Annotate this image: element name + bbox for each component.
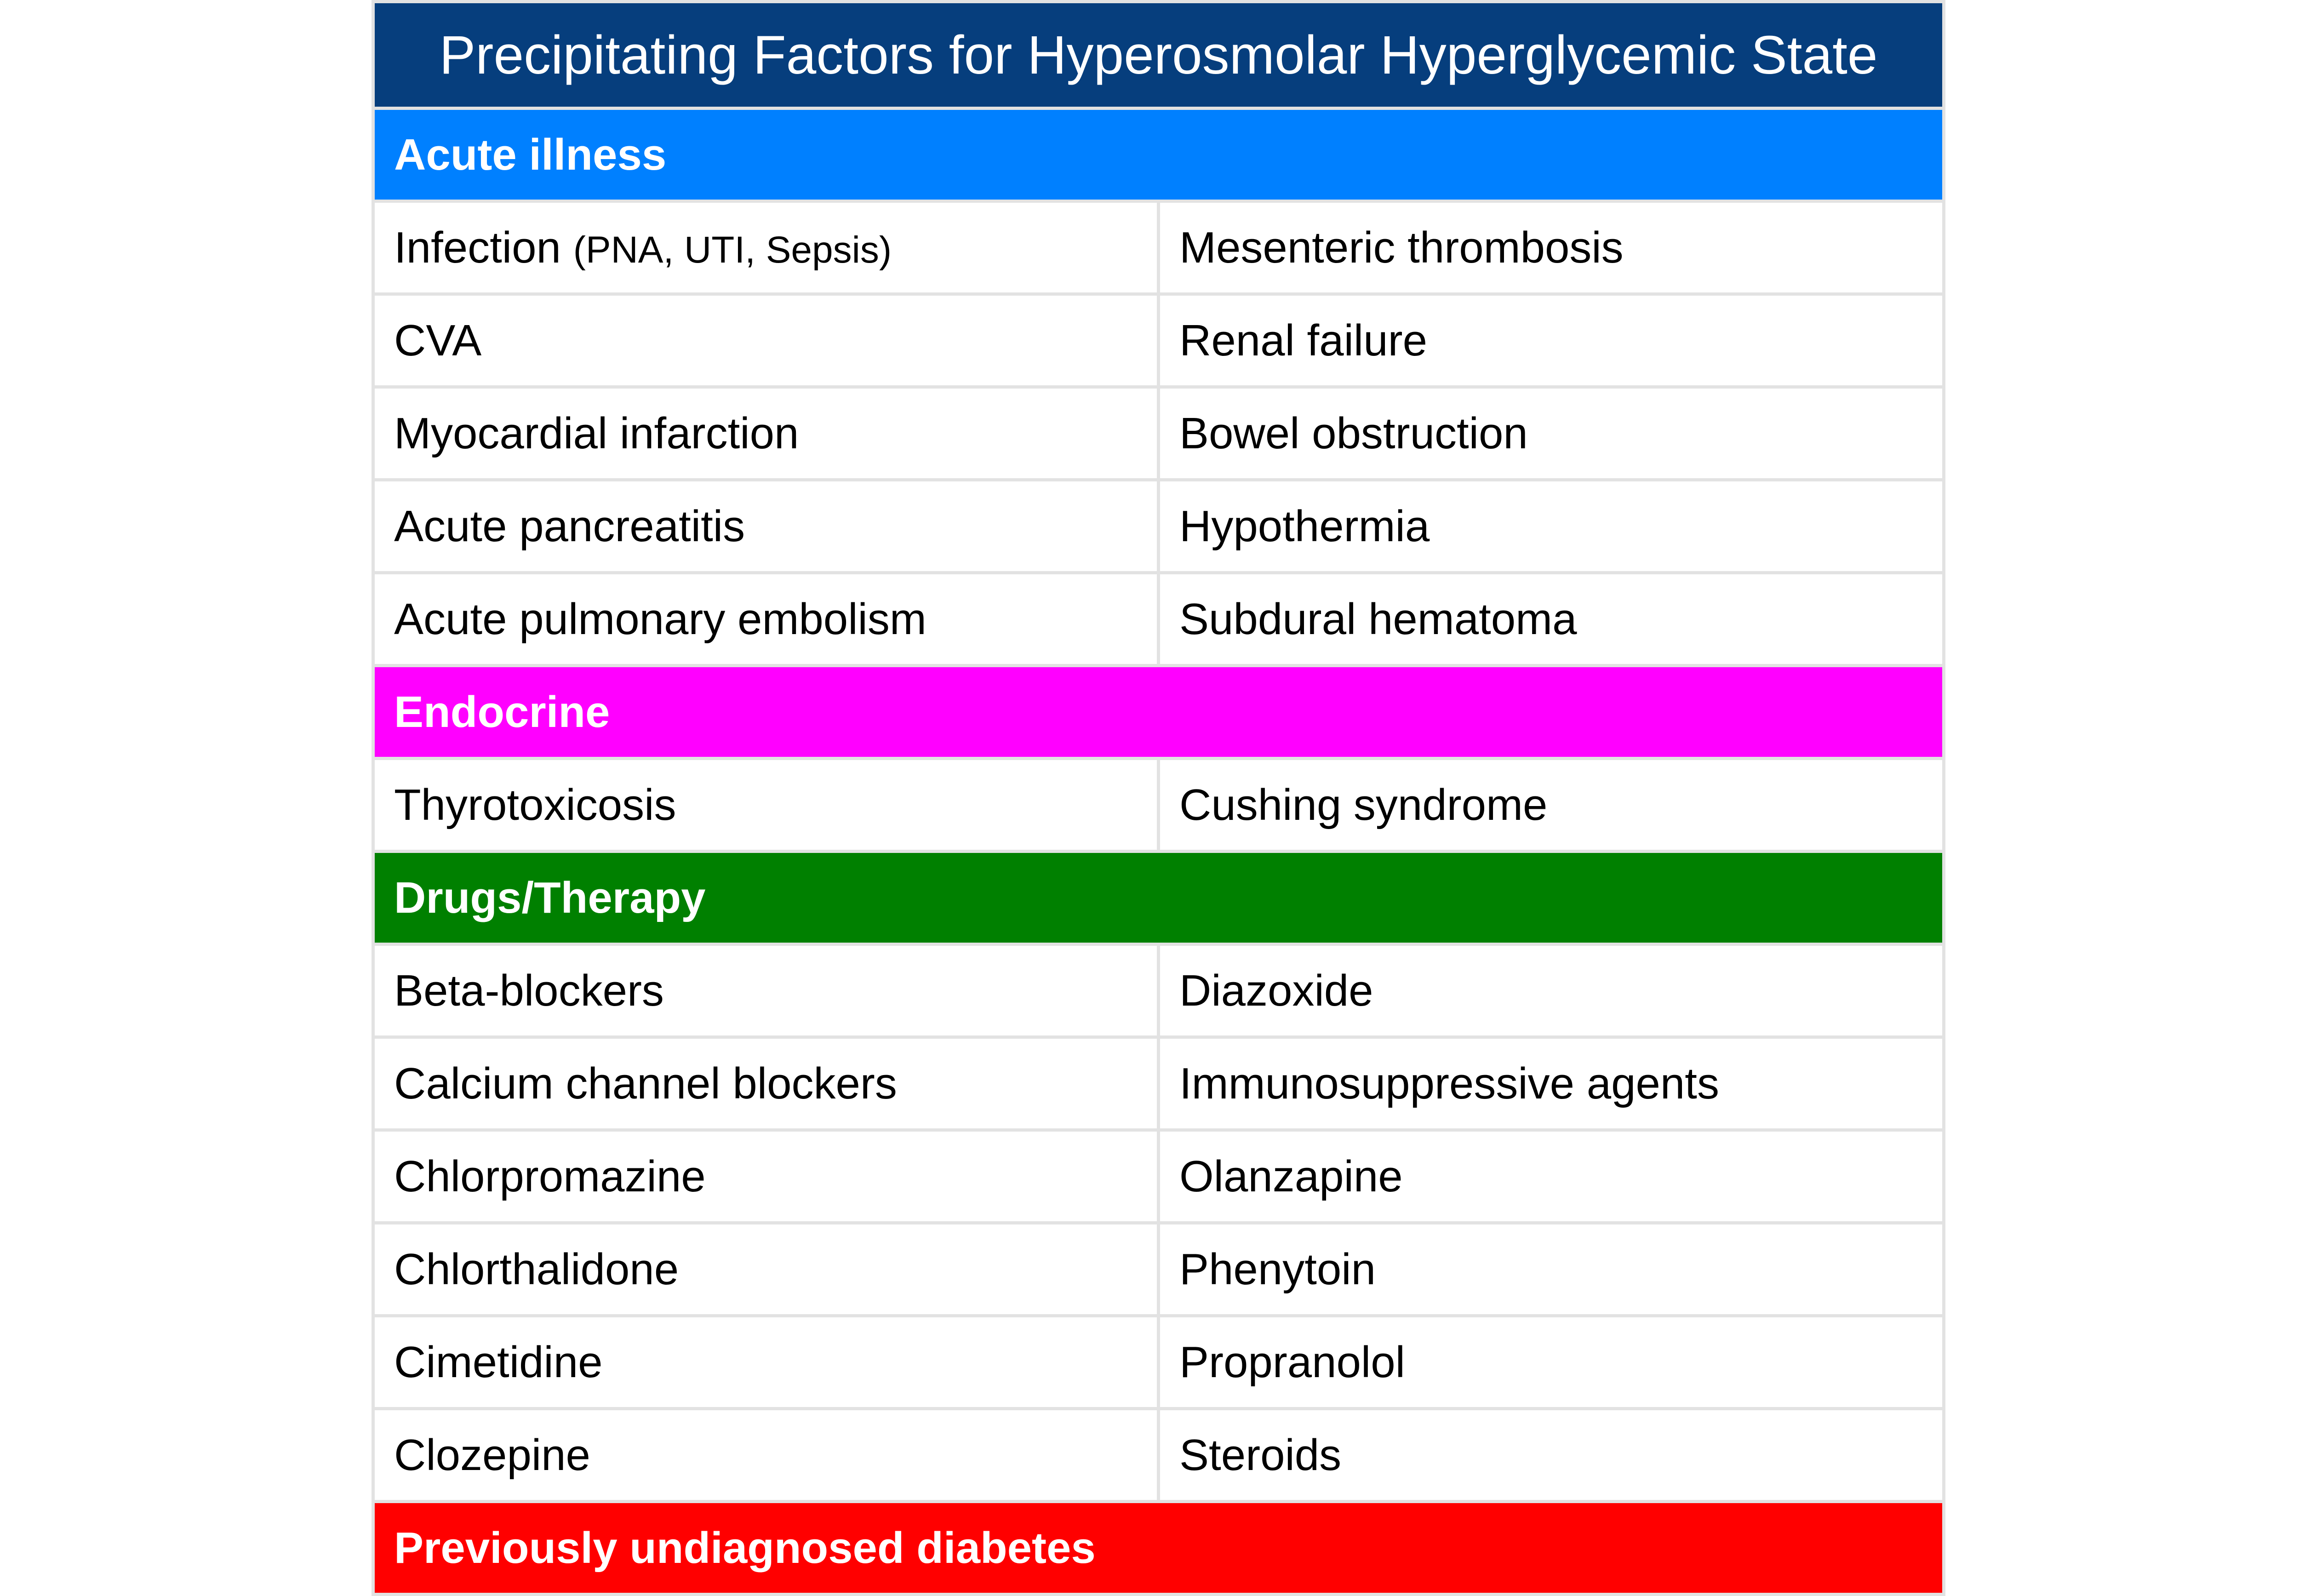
table-row (373, 387, 1944, 480)
table-cell: Propranolol (1159, 1316, 1944, 1409)
table-cell: Olanzapine (1159, 1130, 1944, 1223)
section-row-endocrine (373, 666, 1944, 759)
table-cell: Mesenteric thrombosis (1159, 201, 1944, 294)
table-cell (373, 201, 1159, 294)
table-row (373, 1037, 1944, 1130)
section-header-acute-illness: Acute illness (373, 109, 1944, 201)
section-header-endocrine: Endocrine (373, 666, 1944, 759)
table-row (373, 759, 1944, 852)
table-cell: Immunosuppressive agents (1159, 1037, 1944, 1130)
table-cell: CVA (373, 294, 1159, 387)
section-row-undiagnosed (373, 1502, 1944, 1595)
table-cell: Cimetidine (373, 1316, 1159, 1409)
table-cell: Myocardial infarction (373, 387, 1159, 480)
table-row (373, 480, 1944, 573)
item-label: Infection (394, 223, 561, 272)
section-row-acute-illness (373, 109, 1944, 201)
table-row (373, 944, 1944, 1037)
table-row (373, 294, 1944, 387)
table-cell: Cushing syndrome (1159, 759, 1944, 852)
table-cell: Hypothermia (1159, 480, 1944, 573)
table-cell: Phenytoin (1159, 1223, 1944, 1316)
section-header-undiagnosed-diabetes: Previously undiagnosed diabetes (373, 1502, 1944, 1595)
table-cell: Subdural hematoma (1159, 573, 1944, 666)
table-cell: Beta-blockers (373, 944, 1159, 1037)
section-header-drugs-therapy: Drugs/Therapy (373, 852, 1944, 944)
table-row (373, 201, 1944, 294)
table-cell: Bowel obstruction (1159, 387, 1944, 480)
table-row (373, 1130, 1944, 1223)
table-cell: Chlorthalidone (373, 1223, 1159, 1316)
table-cell: Acute pulmonary embolism (373, 573, 1159, 666)
title-row (373, 2, 1944, 109)
table-cell: Clozepine (373, 1409, 1159, 1502)
table-row (373, 1409, 1944, 1502)
section-row-drugs-therapy (373, 852, 1944, 944)
table-cell: Thyrotoxicosis (373, 759, 1159, 852)
table-cell: Calcium channel blockers (373, 1037, 1159, 1130)
table-row (373, 573, 1944, 666)
item-note: (PNA, UTI, Sepsis) (573, 229, 892, 271)
table-cell: Steroids (1159, 1409, 1944, 1502)
precipitating-factors-table (372, 0, 1945, 1596)
table-cell: Chlorpromazine (373, 1130, 1159, 1223)
table-cell: Acute pancreatitis (373, 480, 1159, 573)
table-title: Precipitating Factors for Hyperosmolar Hyperglycemic State (373, 2, 1944, 109)
table-cell: Diazoxide (1159, 944, 1944, 1037)
table-row (373, 1316, 1944, 1409)
table-cell: Renal failure (1159, 294, 1944, 387)
table-row (373, 1223, 1944, 1316)
